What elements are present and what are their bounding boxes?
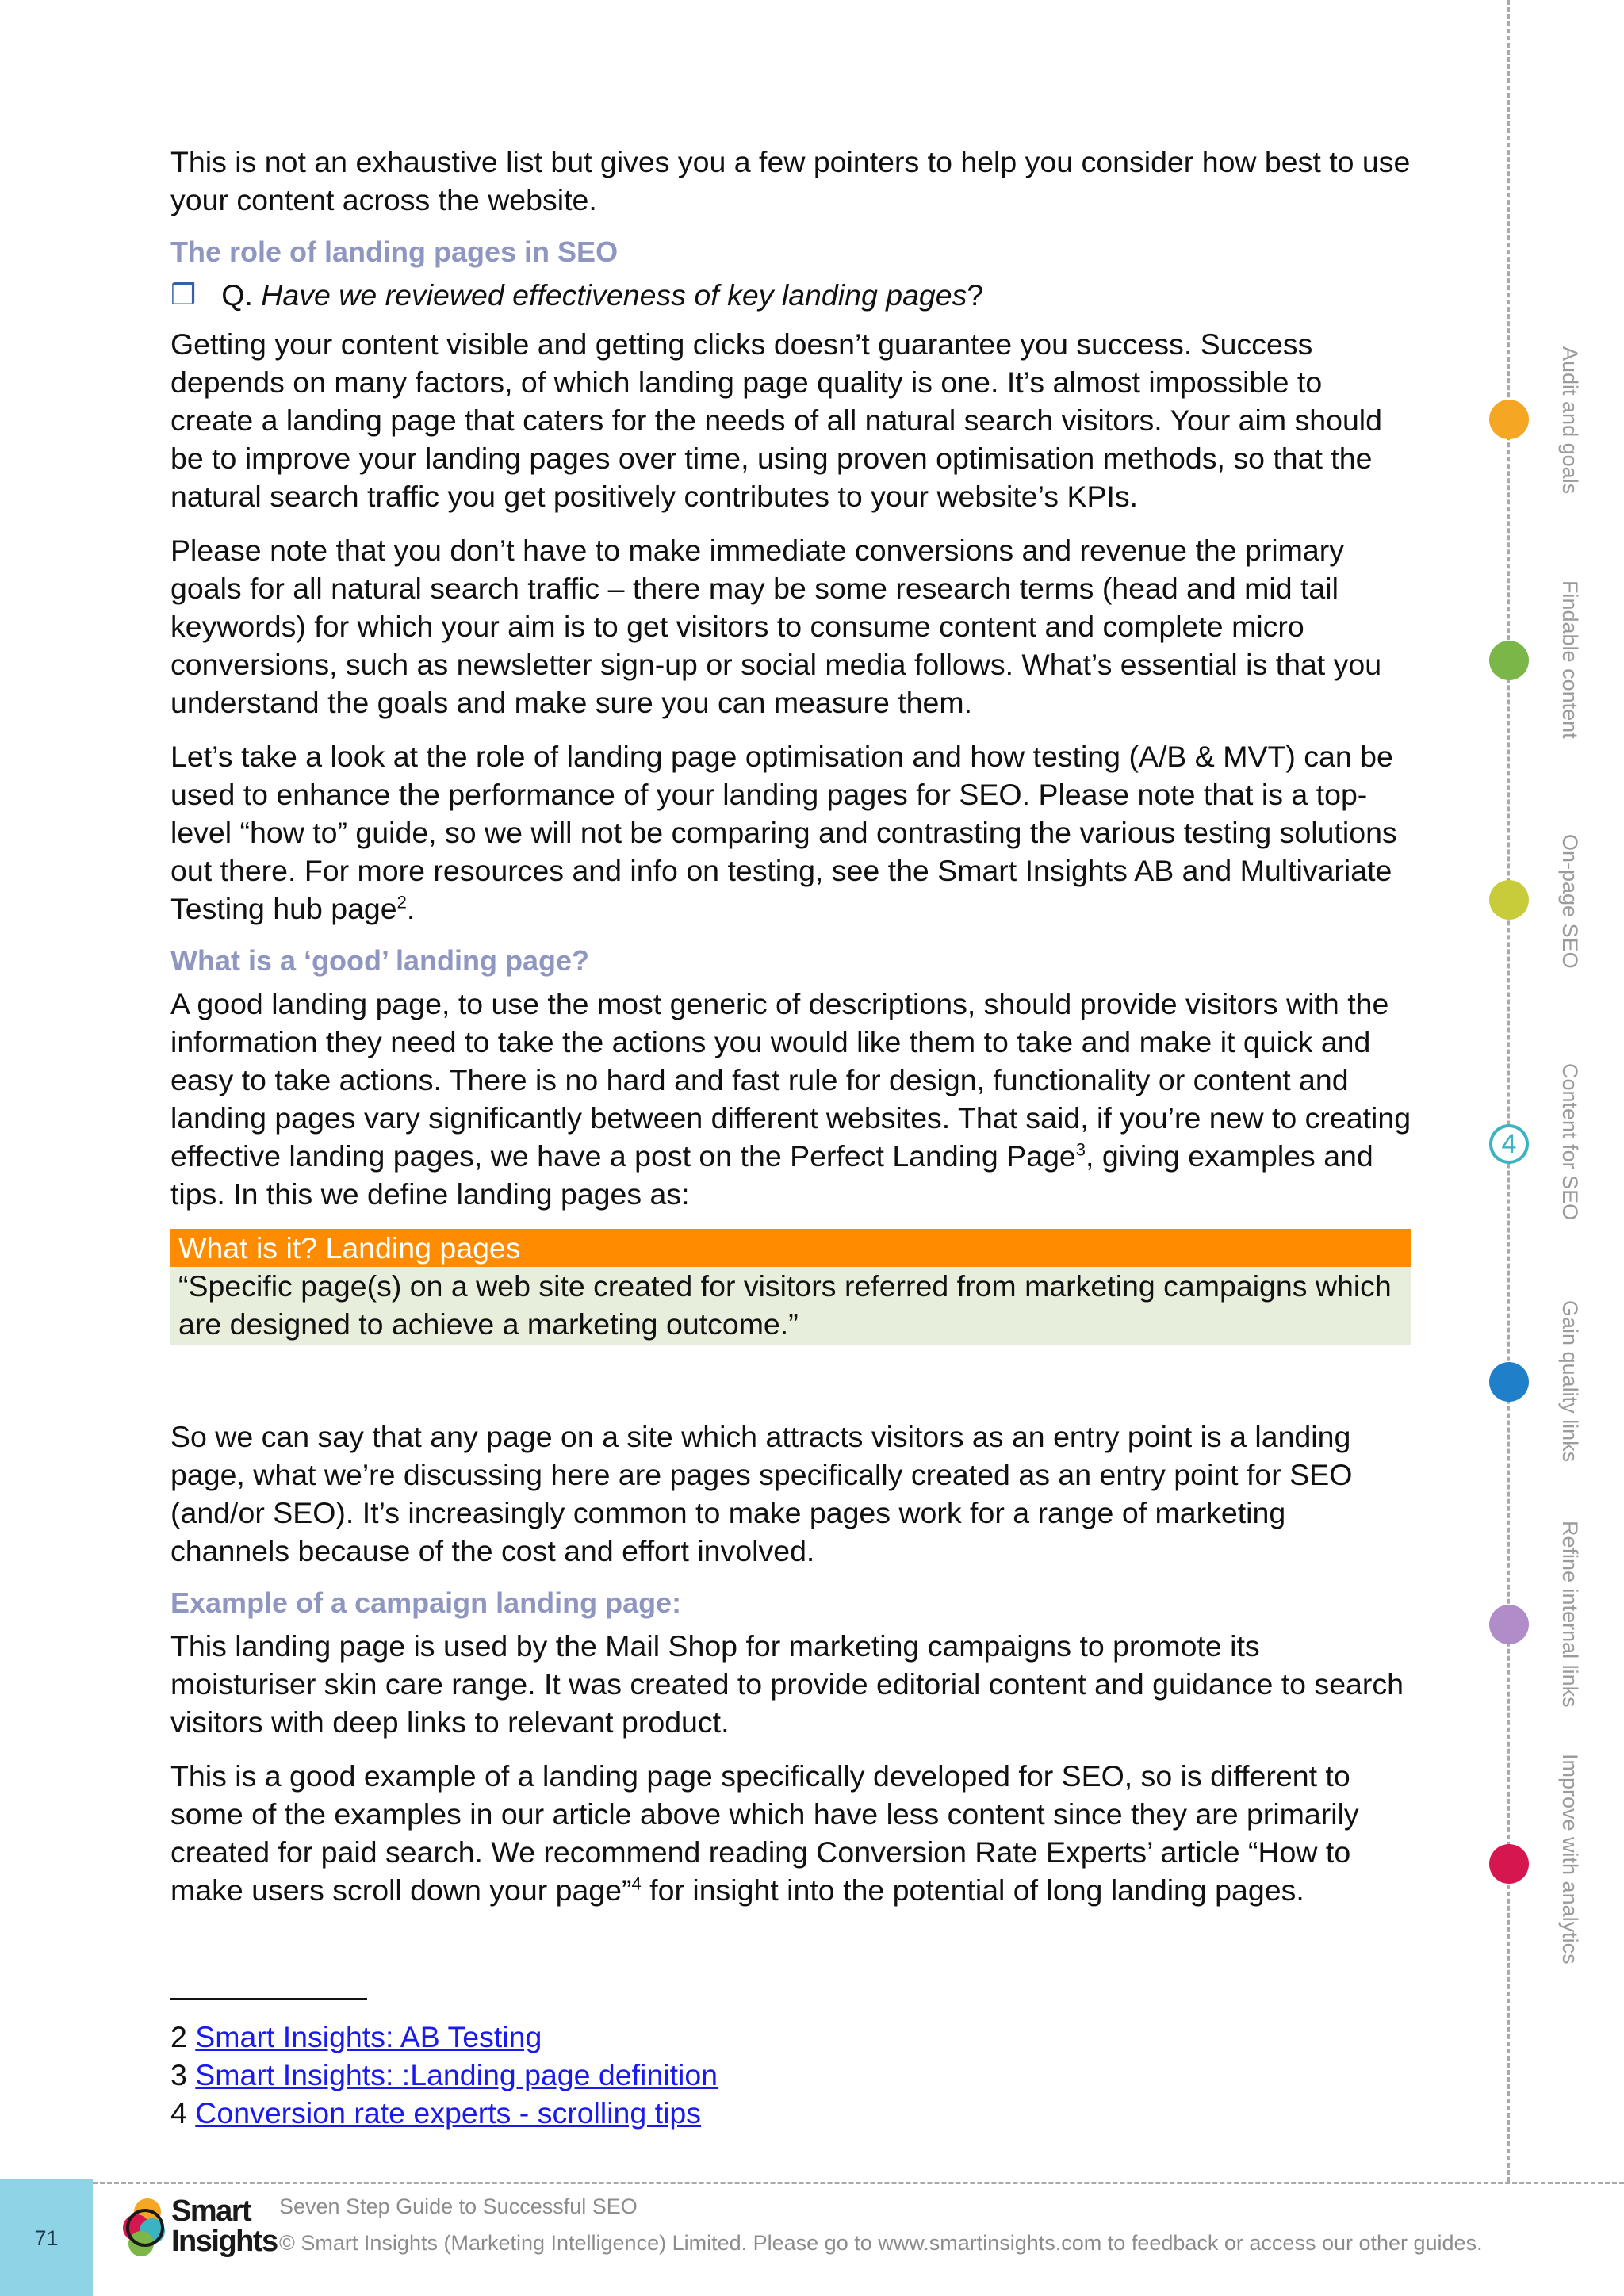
sidebar-item-content-for-seo[interactable]: Content for SEO xyxy=(1558,1063,1582,1221)
step-dot-refine-internal-links[interactable] xyxy=(1489,1605,1529,1644)
heading-good-landing-page: What is a ‘good’ landing page? xyxy=(170,944,590,977)
sidebar-item-audit-and-goals[interactable]: Audit and goals xyxy=(1558,346,1582,495)
sidebar-item-on-page-seo[interactable]: On-page SEO xyxy=(1558,834,1582,969)
step-dot-on-page-seo[interactable] xyxy=(1489,880,1529,920)
footnote-link-scrolling-tips[interactable]: Conversion rate experts - scrolling tips xyxy=(195,2096,702,2130)
paragraph: So we can say that any page on a site which attracts visitors as an entry point is a landing page, what we’re discussing here are pages specifically created as an entry point for SEO (and/or SEO). It’s increasingly common to make pages work for a range of marketing channels because of the cost and effort involved. xyxy=(170,1420,1353,1567)
footer-guide-title: Seven Step Guide to Successful SEO xyxy=(279,2195,638,2218)
sidebar-item-improve-with-analytics[interactable]: Improve with analytics xyxy=(1558,1754,1582,1965)
footnote-ref: 3 xyxy=(1075,1139,1086,1160)
step-dot-improve-with-analytics[interactable] xyxy=(1489,1844,1529,1884)
sidebar-item-refine-internal-links[interactable]: Refine internal links xyxy=(1558,1521,1582,1708)
step-dot-content-for-seo-current[interactable]: 4 xyxy=(1489,1124,1529,1164)
footnote-ref: 4 xyxy=(631,1873,642,1894)
definition-box-title: What is it? Landing pages xyxy=(170,1229,1411,1267)
step-dot-findable-content[interactable] xyxy=(1489,641,1529,680)
step-dot-gain-quality-links[interactable] xyxy=(1489,1362,1529,1402)
footer-copyright: © Smart Insights (Marketing Intelligence) Limited. Please go to www.smartinsights.com to feedback or access our other guides. xyxy=(279,2231,1483,2255)
footer-divider xyxy=(93,2182,1624,2184)
footnotes xyxy=(170,1998,718,2132)
paragraph: This landing page is used by the Mail Shop for marketing campaigns to promote its moisturiser skin care range. It was created to provide editorial content and guidance to search visitors with deep links to relevant product. xyxy=(170,1629,1404,1739)
sidebar-item-gain-quality-links[interactable]: Gain quality links xyxy=(1558,1300,1582,1463)
checklist-question xyxy=(170,276,1411,314)
page-number: 71 xyxy=(0,2179,93,2296)
footnote-link-ab-testing[interactable]: Smart Insights: AB Testing xyxy=(195,2020,542,2053)
step-dot-audit-and-goals[interactable] xyxy=(1489,400,1529,439)
main-content xyxy=(170,143,1411,1925)
sidebar-item-findable-content[interactable]: Findable content xyxy=(1558,580,1582,739)
heading-campaign-example: Example of a campaign landing page: xyxy=(170,1586,682,1619)
heading-landing-pages-role: The role of landing pages in SEO xyxy=(170,235,619,268)
logo-text: Smart Insights xyxy=(171,2195,278,2258)
paragraph: This is a good example of a landing page specifically developed for SEO, so is different to some of the examples in our article above which have less content since they are primarily created for paid search. We recommend reading Conversion Rate Experts’ article “How to make users scroll down your page”$^4$ for insight into the potential of long landing pages. xyxy=(170,1759,1359,1907)
question-text: Q. Have we reviewed effectiveness of key landing pages? xyxy=(221,278,984,312)
paragraph: Getting your content visible and getting clicks doesn’t guarantee you success. Success depends on many factors, of which landing page quality is one. It’s almost impossible to create a landing page that caters for the needs of all natural search visitors. Your aim should be to improve your landing pages over time, using proven optimisation methods, so that the natural search traffic you get positively contributes to your website’s KPIs. xyxy=(170,327,1382,513)
logo-mark-icon xyxy=(121,2195,170,2261)
paragraph: Let’s take a look at the role of landing page optimisation and how testing (A/B & MVT) can be used to enhance the performance of your landing pages for SEO. Please note that is a top-level “how to” guide, so we will not be comparing and contrasting the various testing solutions out there. For more resources and info on testing, see the Smart Insights AB and Multivariate Testing hub page$^2$. xyxy=(170,740,1397,925)
footnote-link-landing-page-definition[interactable]: Smart Insights: :Landing page definition xyxy=(195,2058,718,2091)
intro-paragraph: This is not an exhaustive list but gives you a few pointers to help you consider how best to use your content across the website. xyxy=(170,145,1411,216)
definition-box-body: “Specific page(s) on a web site created for visitors referred from marketing campaigns which are designed to achieve a marketing outcome.” xyxy=(170,1267,1411,1345)
smart-insights-logo xyxy=(121,2195,278,2261)
paragraph: Please note that you don’t have to make immediate conversions and revenue the primary goals for all natural search traffic – there may be some research terms (head and mid tail keywords) for which your aim is to get visitors to consume content and complete micro conversions, such as newsletter sign-up or social media follows. What’s essential is that you understand the goals and make sure you can measure them. xyxy=(170,534,1382,719)
paragraph: A good landing page, to use the most generic of descriptions, should provide visitors with the information they need to take the actions you would like them to take and make it quick and easy to take actions. There is no hard and fast rule for design, functionality or content and landing pages vary significantly between different websites. That said, if you’re new to creating effective landing pages, we have a post on the Perfect Landing Page$^3$, giving examples and tips. In this we define landing pages as: xyxy=(170,987,1411,1211)
footnote-divider xyxy=(170,1998,367,2000)
footnote-item: 2 Smart Insights: AB Testing xyxy=(170,2020,542,2053)
footnote-ref: 2 xyxy=(396,892,407,913)
checkbox-icon[interactable]: ❒ xyxy=(170,278,197,311)
footnote-item: 3 Smart Insights: :Landing page definition xyxy=(170,2058,718,2091)
footnote-item: 4 Conversion rate experts - scrolling tips xyxy=(170,2096,702,2130)
definition-box xyxy=(170,1229,1411,1345)
